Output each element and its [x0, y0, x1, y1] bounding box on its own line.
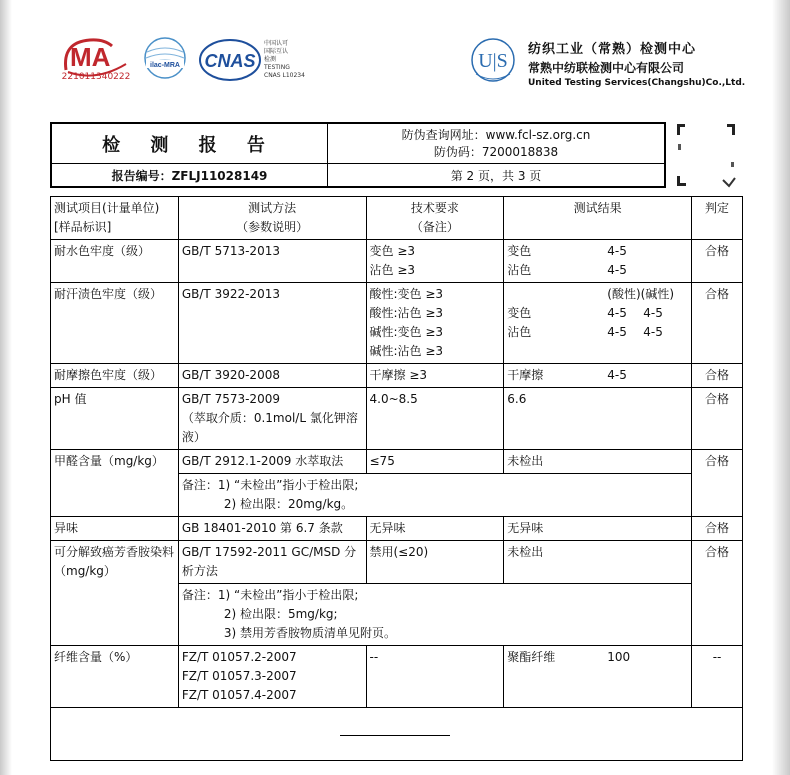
company-name-en: United Testing Services(Changshu)Co.,Ltd. [528, 78, 746, 88]
row-item: 耐水色牢度（级） [51, 240, 179, 283]
verify-url: 防伪查询网址：www.fcl-sz.org.cn [401, 128, 591, 142]
table-row [51, 646, 743, 708]
row-judgement: -- [692, 646, 743, 708]
row-judgement: 合格 [692, 541, 743, 646]
page-shadow-left [0, 0, 12, 775]
row-method: GB 18401-2010 第 6.7 条款 [178, 517, 366, 541]
ilac-mra-logo-icon [142, 36, 188, 80]
row-result: 6.6 [504, 388, 692, 450]
cnas-accreditation-text: 中国认可 国际互认 检测 TESTING CNAS L10234 [264, 40, 305, 79]
table-row [51, 541, 743, 584]
row-result: (酸性)(碱性) 变色 4-5 4-5 沾色 4-5 4-5 [504, 283, 692, 364]
table-row [51, 450, 743, 474]
table-row [51, 283, 743, 364]
header-method: 测试方法 （参数说明） [178, 197, 366, 240]
row-result: 干摩擦 4-5 [504, 364, 692, 388]
end-of-table-rule [340, 735, 450, 736]
row-judgement: 合格 [692, 517, 743, 541]
row-requirement: 变色 ≥3 沾色 ≥3 [366, 240, 504, 283]
table-row [51, 388, 743, 450]
row-method: GB/T 7573-2009 （萃取介质：0.1mol/L 氯化钾溶液） [178, 388, 366, 450]
company-name-cn2: 常熟中纺联检测中心有限公司 [528, 61, 685, 75]
cnas-logo-icon [198, 38, 262, 82]
row-item: 纤维含量（%） [51, 646, 179, 708]
row-note: 备注：1) “未检出”指小于检出限; 2) 检出限：5mg/kg; 3) 禁用芳香胺物质清单见附页。 [178, 584, 691, 646]
cma-code: 221011340222 [61, 72, 131, 82]
row-result: 未检出 [504, 541, 692, 584]
row-judgement: 合格 [692, 240, 743, 283]
page-shadow-right [772, 0, 790, 775]
row-method: GB/T 3920-2008 [178, 364, 366, 388]
row-item: 异味 [51, 517, 179, 541]
row-requirement: 禁用(≤20) [366, 541, 504, 584]
row-judgement: 合格 [692, 388, 743, 450]
header-requirement: 技术要求 （备注） [366, 197, 504, 240]
table-end-cell [51, 708, 743, 761]
row-method: FZ/T 01057.2-2007 FZ/T 01057.3-2007 FZ/T 01057.4-2007 [178, 646, 366, 708]
table-end-row [51, 708, 743, 761]
row-judgement: 合格 [692, 364, 743, 388]
results-table [50, 196, 743, 761]
header-result: 测试结果 [504, 197, 692, 240]
header-item: 测试项目(计量单位) [样品标识] [51, 197, 179, 240]
row-result: 聚酯纤维 100 [504, 646, 692, 708]
row-requirement: 酸性:变色 ≥3 酸性:沾色 ≥3 碱性:变色 ≥3 碱性:沾色 ≥3 [366, 283, 504, 364]
table-row [51, 517, 743, 541]
row-result: 未检出 [504, 450, 692, 474]
report-title-box [50, 122, 666, 188]
report-title: 检 测 报 告 [52, 124, 328, 164]
page-info: 第 2 页，共 3 页 [450, 168, 542, 183]
row-item: 耐摩擦色牢度（级） [51, 364, 179, 388]
row-item: 甲醛含量（mg/kg） [51, 450, 179, 517]
table-header-row [51, 197, 743, 240]
table-row [51, 364, 743, 388]
row-requirement: 4.0~8.5 [366, 388, 504, 450]
row-requirement: 无异味 [366, 517, 504, 541]
row-judgement: 合格 [692, 450, 743, 517]
row-requirement: ≤75 [366, 450, 504, 474]
row-result: 无异味 [504, 517, 692, 541]
svg-text:MA: MA [70, 42, 111, 72]
row-item: 耐汗渍色牢度（级） [51, 283, 179, 364]
anti-counterfeit-info [328, 124, 664, 164]
row-method: GB/T 17592-2011 GC/MSD 分析方法 [178, 541, 366, 584]
row-requirement: -- [366, 646, 504, 708]
report-number: 报告编号：ZFLJ11028149 [52, 164, 328, 186]
company-name-cn: 纺织工业（常熟）检测中心 [528, 42, 697, 57]
svg-text:U|S: U|S [478, 50, 508, 72]
svg-text:ilac-MRA: ilac-MRA [150, 62, 180, 69]
company-names [528, 38, 745, 88]
row-method: GB/T 2912.1-2009 水萃取法 [178, 450, 366, 474]
row-judgement: 合格 [692, 283, 743, 364]
row-item: 可分解致癌芳香胺染料（mg/kg） [51, 541, 179, 646]
row-requirement: 干摩擦 ≥3 [366, 364, 504, 388]
svg-text:CNAS: CNAS [204, 51, 256, 71]
table-row [51, 240, 743, 283]
row-item: pH 值 [51, 388, 179, 450]
row-note: 备注：1) “未检出”指小于检出限; 2) 检出限：20mg/kg。 [178, 474, 691, 517]
row-method: GB/T 3922-2013 [178, 283, 366, 364]
row-method: GB/T 5713-2013 [178, 240, 366, 283]
header-judgement: 判定 [692, 197, 743, 240]
uts-logo-icon [466, 36, 520, 86]
verify-code: 防伪码：7200018838 [433, 145, 559, 159]
report-header [0, 0, 790, 110]
qr-code-icon [675, 122, 737, 188]
row-result: 变色 4-5 沾色 4-5 [504, 240, 692, 283]
